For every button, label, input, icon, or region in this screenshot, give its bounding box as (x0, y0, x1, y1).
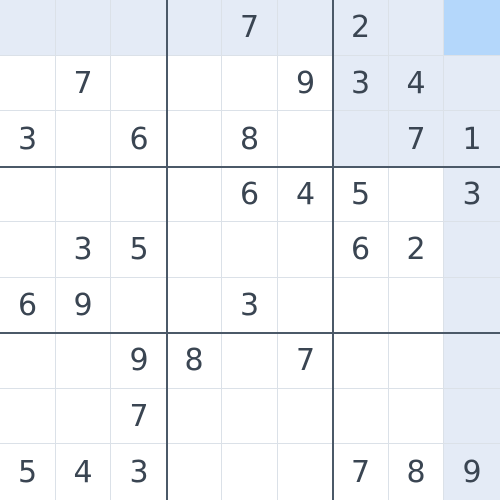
cell-r1-c5[interactable]: 7 (222, 0, 278, 56)
cell-r3-c3[interactable]: 6 (129, 121, 149, 157)
cell-r6-c3[interactable] (111, 278, 167, 333)
cell-r6-c7[interactable] (333, 278, 389, 333)
cell-r4-c4[interactable] (167, 167, 222, 222)
cell-r8-c7[interactable] (333, 389, 389, 444)
cell-r9-c9[interactable]: 9 (444, 444, 500, 500)
cell-r9-c4[interactable] (167, 444, 222, 500)
cell-r9-c3[interactable]: 3 (129, 454, 149, 490)
cell-r7-c6[interactable]: 7 (278, 333, 333, 389)
cell-r3-c9[interactable]: 1 (444, 111, 500, 167)
cell-r1-c7[interactable]: 2 (333, 0, 389, 56)
cell-r5-c1[interactable] (0, 222, 56, 278)
cell-r7-c7[interactable] (333, 333, 389, 389)
cell-r7-c5[interactable] (222, 333, 278, 389)
cell-r4-c6[interactable]: 4 (278, 167, 333, 222)
cell-r9-c5[interactable] (222, 444, 278, 500)
cell-r5-c3[interactable]: 5 (111, 222, 167, 278)
cell-r5-c4[interactable] (167, 222, 222, 278)
cell-r4-c1[interactable] (0, 167, 56, 222)
cell-r1-c1[interactable] (0, 0, 56, 56)
cell-r2-c4[interactable] (167, 56, 222, 111)
cell-r5-c2[interactable]: 3 (56, 222, 111, 278)
cell-r2-c8[interactable]: 4 (389, 56, 444, 111)
cell-r4-c7[interactable]: 5 (333, 167, 389, 222)
cell-r4-c2[interactable] (56, 167, 111, 222)
cell-r3-c6[interactable] (278, 111, 333, 167)
cell-r5-c6[interactable] (278, 222, 333, 278)
cell-r6-c4[interactable] (167, 278, 222, 333)
cell-r1-c6[interactable] (278, 0, 333, 56)
cell-r9-c7[interactable]: 7 (333, 444, 389, 500)
cell-r8-c4[interactable] (167, 389, 222, 444)
cell-r2-c6[interactable]: 9 (278, 56, 333, 111)
cell-r7-c4[interactable]: 8 (167, 333, 222, 389)
cell-r4-c3[interactable] (111, 167, 167, 222)
cell-r7-c8[interactable] (389, 333, 444, 389)
cell-r5-c9[interactable] (444, 222, 500, 278)
cell-r3-c2[interactable] (56, 111, 111, 167)
cell-r2-c7[interactable]: 3 (333, 56, 389, 111)
cell-r3-c7[interactable] (333, 111, 389, 167)
cell-r5-c8[interactable]: 2 (389, 222, 444, 278)
cell-r8-c3[interactable]: 7 (111, 389, 167, 444)
cell-r6-c6[interactable] (278, 278, 333, 333)
cell-r8-c2[interactable] (56, 389, 111, 444)
cell-r2-c1[interactable] (0, 56, 56, 111)
cell-r7-c2[interactable] (56, 333, 111, 389)
cell-r3-c8[interactable]: 7 (389, 111, 444, 167)
cell-r6-c1[interactable]: 6 (0, 278, 56, 333)
cell-r8-c1[interactable] (0, 389, 56, 444)
cell-r1-c4[interactable] (167, 0, 222, 56)
cell-r5-c7[interactable]: 6 (333, 222, 389, 278)
cell-r3-c5[interactable]: 8 (222, 111, 278, 167)
cell-r4-c9[interactable]: 3 (444, 167, 500, 222)
cell-r5-c5[interactable] (222, 222, 278, 278)
cell-r8-c8[interactable] (389, 389, 444, 444)
cell-r6-c8[interactable] (389, 278, 444, 333)
cell-r6-c5[interactable]: 3 (222, 278, 278, 333)
cell-r8-c9[interactable] (444, 389, 500, 444)
cell-r7-c1[interactable] (0, 333, 56, 389)
cell-r7-c3[interactable]: 9 (111, 333, 167, 389)
cell-r9-c6[interactable] (278, 444, 333, 500)
cell-r8-c6[interactable] (278, 389, 333, 444)
cell-r3-c4[interactable] (167, 111, 222, 167)
cell-r2-c2[interactable]: 7 (56, 56, 111, 111)
cell-r9-c1[interactable]: 5 (0, 444, 56, 500)
cell-r1-c9[interactable] (444, 0, 500, 56)
cell-r1-c2[interactable] (56, 0, 111, 56)
cell-r4-c8[interactable] (389, 167, 444, 222)
cell-r3-c1[interactable]: 3 (0, 111, 56, 167)
cell-r9-c8[interactable]: 8 (389, 444, 444, 500)
cell-r2-c9[interactable] (444, 56, 500, 111)
cell-r2-c3[interactable] (111, 56, 167, 111)
cell-r6-c2[interactable]: 9 (56, 278, 111, 333)
cell-r8-c5[interactable] (222, 389, 278, 444)
cell-r1-c3[interactable] (111, 0, 167, 56)
cell-r9-c2[interactable]: 4 (56, 444, 111, 500)
cell-r7-c9[interactable] (444, 333, 500, 389)
cell-r4-c5[interactable]: 6 (222, 167, 278, 222)
cell-r1-c8[interactable] (389, 0, 444, 56)
cell-r6-c9[interactable] (444, 278, 500, 333)
cell-r2-c5[interactable] (222, 56, 278, 111)
